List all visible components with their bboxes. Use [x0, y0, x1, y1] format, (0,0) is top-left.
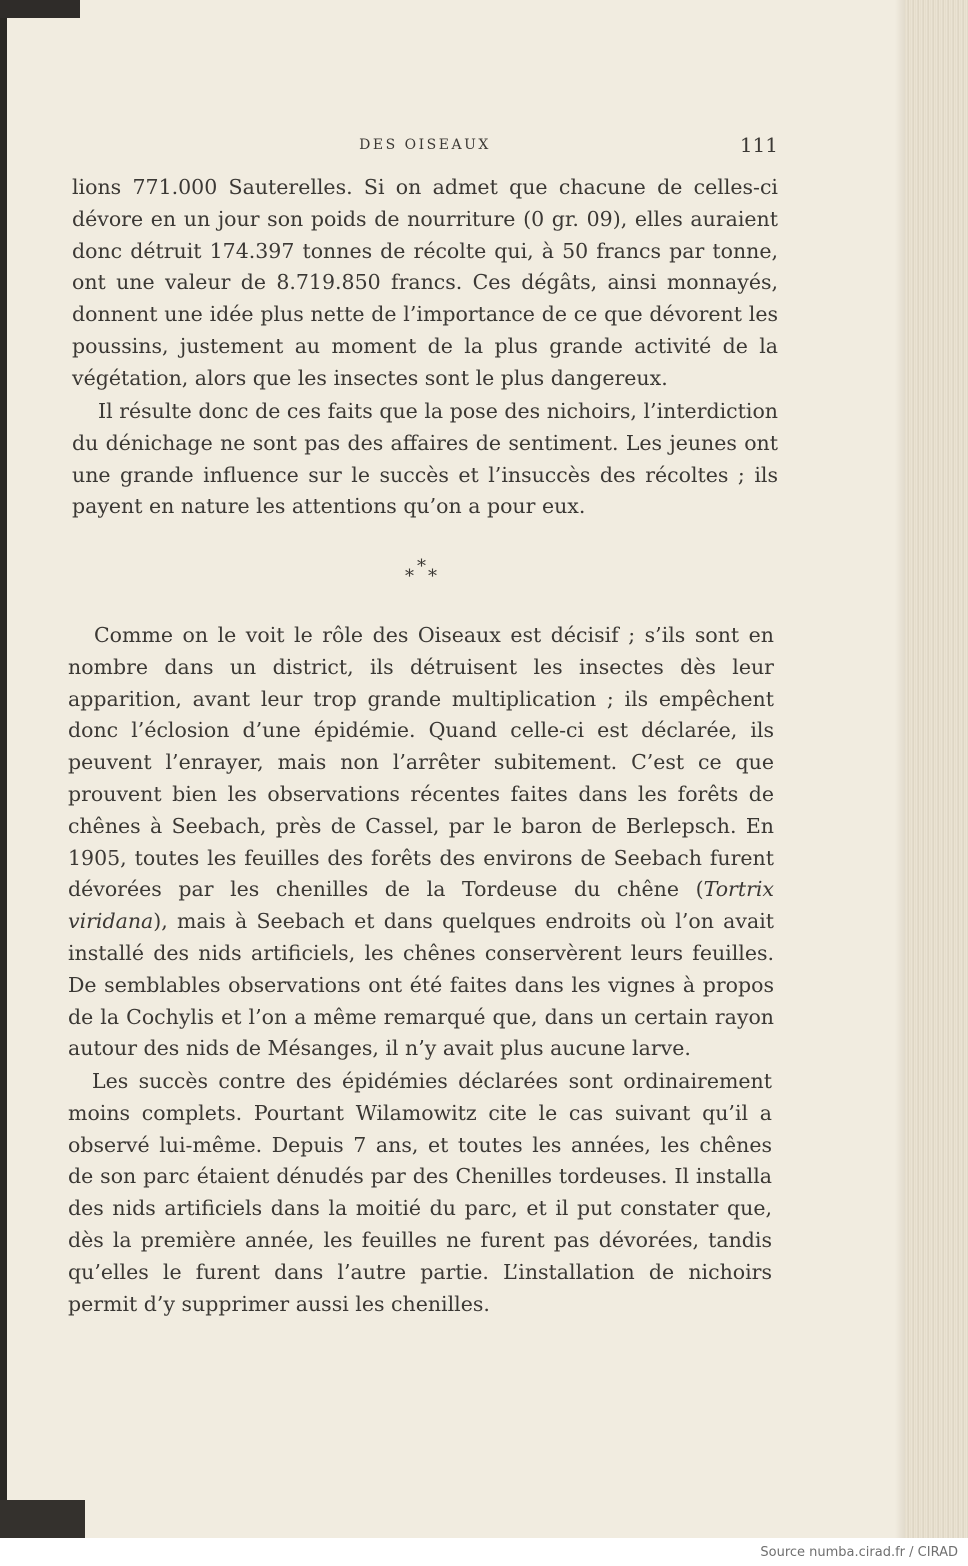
- asterisk-top: *: [417, 556, 426, 577]
- asterisk-right: *: [428, 566, 437, 587]
- book-page-edges: [905, 0, 968, 1538]
- running-title: DES OISEAUX: [359, 137, 491, 153]
- paragraph-3: [68, 620, 774, 1065]
- paragraph-4: Les succès contre des épidémies déclarées sont ordinairement moins complets. Pourtant Wilamowitz cite le cas suivant qu’il a observé lui-même. Depuis 7 ans, et toutes les années, les chênes de son parc étaient dénudés par des Chenilles tordeuses. Il installa des nids artificiels dans la moitié du parc, et il put constater que, dès la première année, les feuilles ne furent pas dévorées, tandis qu’elles le furent dans l’autre partie. L’installation de nichoirs permit d’y supprimer aussi les chenilles.: [68, 1069, 772, 1316]
- asterism-separator: [403, 556, 443, 592]
- paragraph-3-text-b: ), mais à Seebach et dans quelques endroits où l’on avait installé des nids artificiels, les chênes conservèrent leurs feuilles. De semblables observations ont été faites dans les vignes à propos de la Cochylis et l’on a même remarqué que, dans un certain rayon autour des nids de Mésanges, il n’y avait plus aucune larve.: [68, 909, 774, 1061]
- paragraph-1: lions 771.000 Sauterelles. Si on admet que chacune de celles-ci dévore en un jour son poids de nourriture (0 gr. 09), elles auraient donc détruit 174.397 tonnes de récolte qui, à 50 francs par tonne, ont une valeur de 8.719.850 francs. Ces dégâts, ainsi monnayés, donnent une idée plus nette de l’importance de ce que dévorent les poussins, justement au moment de la plus grande activité de la végétation, alors que les insectes sont le plus dangereux.: [72, 175, 778, 390]
- paragraph-2: Il résulte donc de ces faits que la pose des nichoirs, l’interdiction du dénichage ne sont pas des affaires de sentiment. Les jeunes ont une grande influence sur le succès et l’insuccès des récoltes ; ils payent en nature les attentions qu’on a pour eux.: [72, 399, 778, 519]
- species-name: Tortrix viridana: [68, 877, 774, 934]
- asterisk-left: *: [405, 566, 414, 587]
- page-header: [72, 135, 778, 159]
- scan-left-edge: [0, 0, 7, 1538]
- scan-bottom-corner: [0, 1500, 85, 1538]
- scan-top-bar: [0, 0, 80, 18]
- source-credit: Source numba.cirad.fr / CIRAD: [760, 1545, 958, 1560]
- page-number: 111: [739, 133, 778, 157]
- paragraph-3-text-a: Comme on le voit le rôle des Oiseaux est décisif ; s’ils sont en nombre dans un district, ils détruisent les insectes dès leur apparition, avant leur trop grande multiplication ; ils empêchent donc l’éclosion d’une épidémie. Quand celle-ci est déclarée, ils peuvent l’enrayer, mais non l’arrêter subitement. C’est ce que prouvent bien les observations récentes faites dans les forêts de chênes à Seebach, près de Cassel, par le baron de Berlepsch. En 1905, toutes les feuilles des forêts des environs de Seebach furent dévorées par les chenilles de la Tordeuse du chêne (: [68, 623, 774, 902]
